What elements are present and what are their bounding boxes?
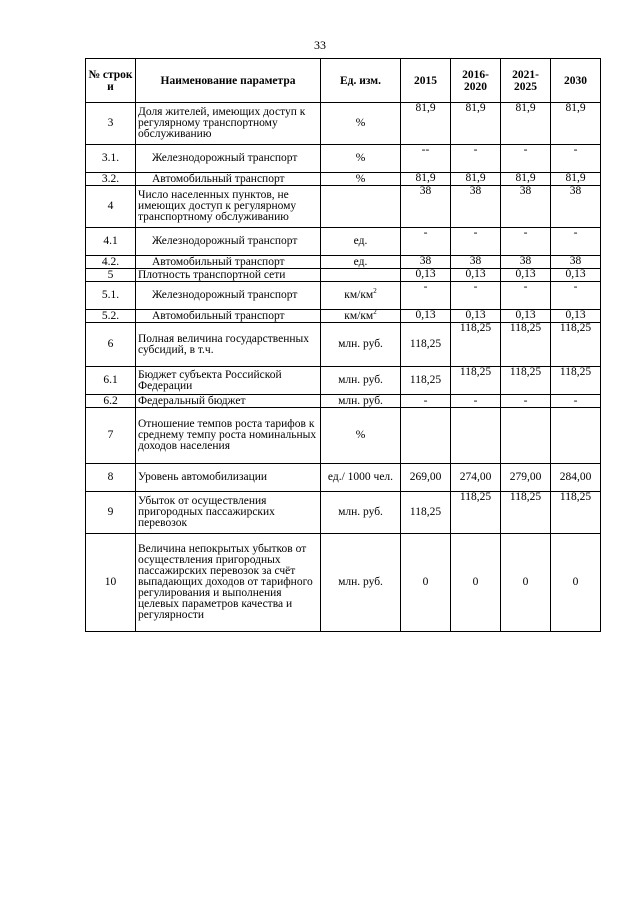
parameter-name: Уровень автомобилизации [136, 464, 321, 492]
value-2016-2020: 81,9 [451, 173, 501, 186]
parameter-name: Железнодорожный транспорт [136, 228, 321, 256]
value-2021-2025: 38 [501, 256, 551, 269]
value-2030: 0,13 [551, 269, 601, 282]
value-2016-2020: - [451, 228, 501, 256]
unit-cell: млн. руб. [321, 323, 401, 367]
value-2021-2025: 118,25 [501, 492, 551, 534]
row-number: 6 [86, 323, 136, 367]
unit-cell: млн. руб. [321, 395, 401, 408]
parameter-name: Отношение темпов роста тарифов к среднему темпу роста номинальных доходов населения [136, 408, 321, 464]
row-number: 6.1 [86, 367, 136, 395]
value-2015: 0 [401, 534, 451, 632]
unit-cell: ед. [321, 256, 401, 269]
value-2016-2020: - [451, 395, 501, 408]
header-row [86, 59, 601, 103]
transport-parameters-table [85, 58, 601, 632]
row-number: 5.1. [86, 282, 136, 310]
value-2021-2025: 0 [501, 534, 551, 632]
value-2015: 38 [401, 186, 451, 228]
value-2021-2025: 118,25 [501, 367, 551, 395]
value-2016-2020: 0 [451, 534, 501, 632]
table-row [86, 310, 601, 323]
row-number: 5 [86, 269, 136, 282]
value-2015: 0,13 [401, 310, 451, 323]
row-number: 4 [86, 186, 136, 228]
value-2015 [401, 408, 451, 464]
value-2030: 38 [551, 256, 601, 269]
value-2030: 81,9 [551, 173, 601, 186]
unit-cell: млн. руб. [321, 534, 401, 632]
value-2021-2025: - [501, 395, 551, 408]
value-2015: 0,13 [401, 269, 451, 282]
value-2015: 118,25 [401, 367, 451, 395]
value-2016-2020: 38 [451, 186, 501, 228]
value-2030: - [551, 145, 601, 173]
table-row [86, 492, 601, 534]
parameter-name: Автомобильный транспорт [136, 256, 321, 269]
unit-cell [321, 269, 401, 282]
value-2030: 0 [551, 534, 601, 632]
page-number: 33 [314, 38, 326, 52]
parameter-name: Доля жителей, имеющих доступ к регулярному транспортному обслуживанию [136, 103, 321, 145]
table-row [86, 323, 601, 367]
parameter-name: Железнодорожный транспорт [136, 282, 321, 310]
unit-cell [321, 282, 401, 310]
unit-cell [321, 307, 401, 323]
value-2021-2025: 81,9 [501, 103, 551, 145]
value-2015: -- [401, 145, 451, 173]
table-row [86, 269, 601, 282]
parameter-name: Федеральный бюджет [136, 395, 321, 408]
table-row [86, 282, 601, 310]
value-2030: - [551, 395, 601, 408]
header-2015: 2015 [401, 59, 451, 103]
table-row [86, 228, 601, 256]
header-2021-2025: 2021-2025 [501, 59, 551, 103]
value-2016-2020: 118,25 [451, 323, 501, 367]
value-2016-2020: 0,13 [451, 310, 501, 323]
value-2016-2020: - [451, 282, 501, 310]
parameter-name: Плотность транспортной сети [136, 269, 321, 282]
row-number: 5.2. [86, 310, 136, 323]
parameter-name: Автомобильный транспорт [136, 310, 321, 323]
value-2021-2025: 38 [501, 186, 551, 228]
value-2030: - [551, 228, 601, 256]
row-number: 8 [86, 464, 136, 492]
row-number: 3.2. [86, 173, 136, 186]
value-2021-2025: - [501, 228, 551, 256]
row-number: 7 [86, 408, 136, 464]
unit-superscript: 2 [373, 307, 377, 316]
value-2015: 81,9 [401, 103, 451, 145]
unit-superscript: 2 [373, 287, 377, 296]
value-2021-2025: - [501, 145, 551, 173]
value-2030: 81,9 [551, 103, 601, 145]
table-row [86, 186, 601, 228]
value-2016-2020: 118,25 [451, 492, 501, 534]
value-2016-2020: 38 [451, 256, 501, 269]
unit-text: км/км [344, 309, 374, 322]
parameter-name: Полная величина государственных субсидий, в т.ч. [136, 323, 321, 367]
row-number: 4.1 [86, 228, 136, 256]
value-2015: 269,00 [401, 464, 451, 492]
value-2030: 118,25 [551, 367, 601, 395]
value-2030: 118,25 [551, 492, 601, 534]
parameter-name: Автомобильный транспорт [136, 173, 321, 186]
value-2016-2020: 81,9 [451, 103, 501, 145]
value-2021-2025: 279,00 [501, 464, 551, 492]
value-2015: - [401, 395, 451, 408]
unit-cell [321, 186, 401, 228]
header-2030: 2030 [551, 59, 601, 103]
header-unit: Ед. изм. [321, 59, 401, 103]
value-2015: - [401, 282, 451, 310]
table-row [86, 408, 601, 464]
unit-cell: млн. руб. [321, 367, 401, 395]
unit-cell: ед. [321, 228, 401, 256]
unit-cell: % [321, 145, 401, 173]
row-number: 6.2 [86, 395, 136, 408]
value-2015: 38 [401, 256, 451, 269]
value-2030 [551, 408, 601, 464]
value-2021-2025: 0,13 [501, 269, 551, 282]
value-2030: - [551, 282, 601, 310]
value-2030: 284,00 [551, 464, 601, 492]
parameter-name: Железнодорожный транспорт [136, 145, 321, 173]
value-2016-2020 [451, 408, 501, 464]
value-2021-2025 [501, 408, 551, 464]
row-number: 4.2. [86, 256, 136, 269]
table-row [86, 256, 601, 269]
value-2016-2020: 274,00 [451, 464, 501, 492]
value-2021-2025: - [501, 282, 551, 310]
value-2016-2020: - [451, 145, 501, 173]
value-2015: 118,25 [401, 492, 451, 534]
value-2016-2020: 118,25 [451, 367, 501, 395]
unit-cell: ед./ 1000 чел. [321, 464, 401, 492]
header-2016-2020: 2016-2020 [451, 59, 501, 103]
row-number: 10 [86, 534, 136, 632]
value-2015: 118,25 [401, 323, 451, 367]
table-row [86, 145, 601, 173]
header-row-number: № строк и [86, 59, 136, 103]
table-row [86, 464, 601, 492]
unit-text: км/км [344, 289, 374, 301]
parameter-name: Число населенных пунктов, не имеющих доступ к регулярному транспортному обслуживанию [136, 186, 321, 228]
table-row [86, 367, 601, 395]
value-2021-2025: 81,9 [501, 173, 551, 186]
table-row [86, 103, 601, 145]
header-parameter-name: Наименование параметра [136, 59, 321, 103]
unit-cell: % [321, 173, 401, 186]
row-number: 9 [86, 492, 136, 534]
unit-cell: % [321, 408, 401, 464]
parameter-name: Убыток от осуществления пригородных пассажирских перевозок [136, 492, 321, 534]
value-2030: 118,25 [551, 323, 601, 367]
value-2015: 81,9 [401, 173, 451, 186]
unit-cell: % [321, 103, 401, 145]
row-number: 3.1. [86, 145, 136, 173]
value-2016-2020: 0,13 [451, 269, 501, 282]
table-row [86, 173, 601, 186]
row-number: 3 [86, 103, 136, 145]
parameter-name: Бюджет субъекта Российской Федерации [136, 367, 321, 395]
value-2030: 0,13 [551, 310, 601, 323]
unit-cell: млн. руб. [321, 492, 401, 534]
parameter-name: Величина непокрытых убытков от осуществления пригородных пассажирских перевозок за счёт выпадающих доходов от тарифного регулирования и выполнения целевых параметров качества и регулярности [136, 534, 321, 632]
value-2015: - [401, 228, 451, 256]
table-row [86, 395, 601, 408]
table-row [86, 534, 601, 632]
value-2030: 38 [551, 186, 601, 228]
value-2021-2025: 0,13 [501, 310, 551, 323]
value-2021-2025: 118,25 [501, 323, 551, 367]
